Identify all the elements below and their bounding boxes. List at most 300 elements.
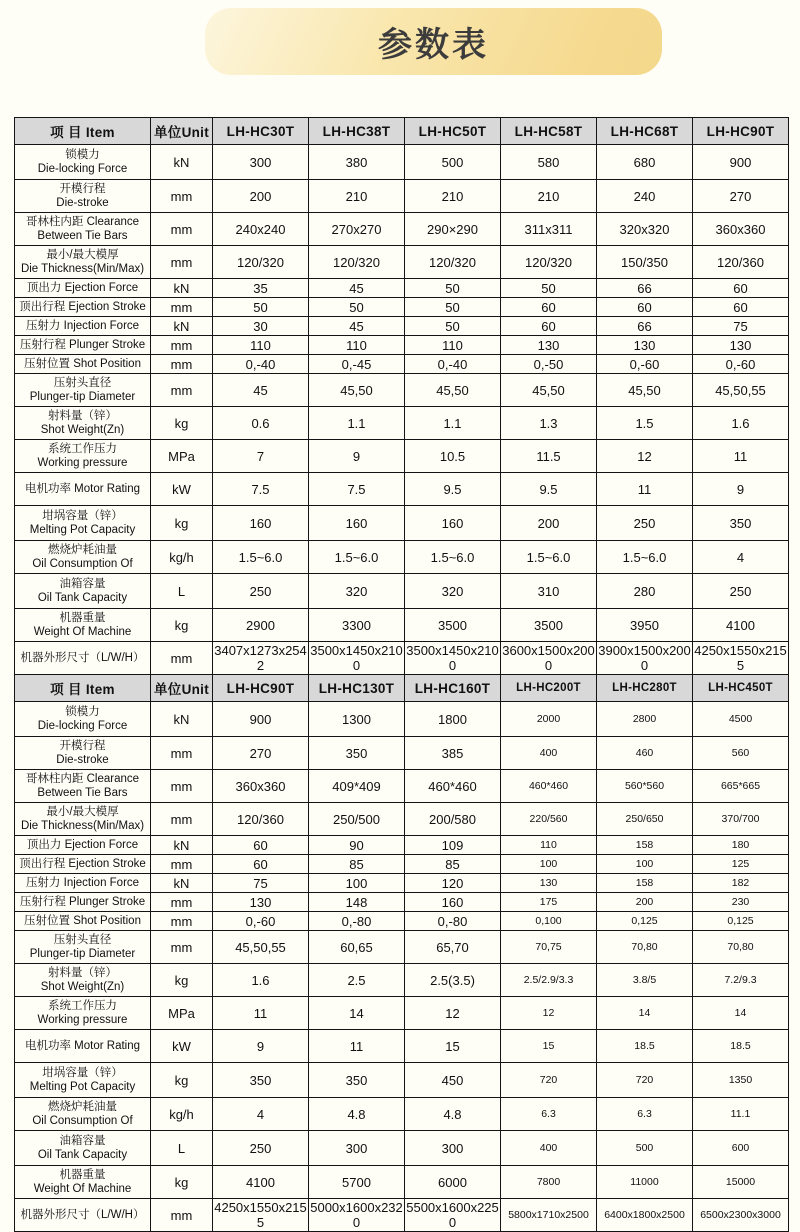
row-label-cell: 压射头直径 Plunger-tip Diameter [15, 374, 151, 407]
table-row [15, 541, 789, 574]
value-cell: 60 [501, 317, 597, 336]
value-cell: 720 [597, 1063, 693, 1098]
row-label-cell: 压射力 Injection Force [15, 874, 151, 893]
row-unit-cell: mm [151, 912, 213, 931]
value-cell: 11 [597, 473, 693, 506]
value-cell: 1.6 [693, 407, 789, 440]
row-unit-cell: mm [151, 770, 213, 803]
value-cell: 350 [213, 1063, 309, 1098]
row-label-cell: 机器重量 Weight Of Machine [15, 609, 151, 642]
value-cell: 200 [213, 180, 309, 213]
value-cell: 1.5 [597, 407, 693, 440]
value-cell: 7.5 [309, 473, 405, 506]
value-cell: 4250x1550x2155 [694, 643, 787, 673]
row-label-cell: 锁模力 Die-locking Force [15, 702, 151, 737]
row-label-cell: 燃烧炉耗油量 Oil Consumption Of [15, 1098, 151, 1131]
row-label-cell: 顶出行程 Ejection Stroke [15, 298, 151, 317]
value-cell: 130 [501, 874, 597, 893]
value-cell: 200/580 [405, 803, 501, 836]
value-cell: 110 [501, 836, 597, 855]
value-cell: 175 [501, 893, 597, 912]
row-unit-cell: kW [151, 1030, 213, 1063]
value-cell: 0,125 [597, 912, 693, 931]
value-cell: 60 [213, 855, 309, 874]
value-cell: 1.1 [309, 407, 405, 440]
table-row [15, 642, 789, 675]
table-row [15, 440, 789, 473]
table-row [15, 374, 789, 407]
value-cell: 130 [501, 336, 597, 355]
value-cell: 60 [693, 298, 789, 317]
value-cell: 1.5~6.0 [501, 541, 597, 574]
row-label-cell: 最小/最大模厚 Die Thickness(Min/Max) [15, 803, 151, 836]
table-row [15, 1030, 789, 1063]
value-cell: 210 [309, 180, 405, 213]
value-cell: 290×290 [405, 213, 501, 246]
value-cell: 0,-50 [501, 355, 597, 374]
value-cell: 120/320 [501, 246, 597, 279]
value-cell: 220/560 [501, 803, 597, 836]
value-cell: 160 [405, 506, 501, 541]
table-row [15, 336, 789, 355]
model-header-cell: LH-HC38T [309, 118, 405, 145]
value-cell: 310 [501, 574, 597, 609]
value-cell: 240x240 [213, 213, 309, 246]
value-cell: 0,-60 [693, 355, 789, 374]
value-cell: 120/360 [693, 246, 789, 279]
value-cell: 100 [309, 874, 405, 893]
value-cell: 160 [405, 893, 501, 912]
value-cell: 5500x1600x2250 [406, 1200, 499, 1230]
row-label-cell: 压射力 Injection Force [15, 317, 151, 336]
value-cell: 0,-80 [405, 912, 501, 931]
value-cell: 409*409 [309, 770, 405, 803]
row-label-cell: 射料量（锌） Shot Weight(Zn) [15, 407, 151, 440]
value-cell: 0.6 [213, 407, 309, 440]
value-cell: 109 [405, 836, 501, 855]
model-header-cell: LH-HC30T [213, 118, 309, 145]
value-cell: 182 [693, 874, 789, 893]
row-label-cell: 压射头直径 Plunger-tip Diameter [15, 931, 151, 964]
row-unit-cell: kN [151, 317, 213, 336]
value-cell: 4100 [693, 609, 789, 642]
value-cell: 45 [309, 317, 405, 336]
value-cell: 900 [693, 145, 789, 180]
value-cell: 270x270 [309, 213, 405, 246]
row-label-cell: 压射位置 Shot Position [15, 355, 151, 374]
row-label-cell: 机器外形尺寸（L/W/H） [15, 642, 151, 675]
value-cell: 11 [213, 997, 309, 1030]
value-cell: 3600x1500x2000 [502, 643, 595, 673]
row-label-cell: 压射位置 Shot Position [15, 912, 151, 931]
table-row [15, 213, 789, 246]
value-cell: 250/650 [597, 803, 693, 836]
table-row [15, 317, 789, 336]
spec-table [14, 117, 789, 1232]
table-row [15, 355, 789, 374]
row-unit-cell: mm [151, 336, 213, 355]
value-cell: 14 [309, 997, 405, 1030]
row-label-cell: 哥林柱内距 Clearance Between Tie Bars [15, 770, 151, 803]
row-unit-cell: mm [151, 642, 213, 675]
value-cell: 580 [501, 145, 597, 180]
value-cell: 385 [405, 737, 501, 770]
value-cell: 66 [597, 279, 693, 298]
value-cell: 500 [405, 145, 501, 180]
value-cell: 230 [693, 893, 789, 912]
title-banner [205, 8, 662, 75]
row-unit-cell: mm [151, 803, 213, 836]
row-label-cell: 机器重量 Weight Of Machine [15, 1166, 151, 1199]
value-cell: 45,50,55 [213, 931, 309, 964]
value-cell: 60 [597, 298, 693, 317]
value-cell: 5800x1710x2500 [501, 1199, 597, 1232]
value-cell: 120/360 [213, 803, 309, 836]
value-cell: 35 [213, 279, 309, 298]
value-cell: 15 [501, 1030, 597, 1063]
value-cell: 4 [693, 541, 789, 574]
item-header-cell: 项 目 Item [15, 675, 151, 702]
row-label-cell: 哥林柱内距 Clearance Between Tie Bars [15, 213, 151, 246]
value-cell: 2900 [213, 609, 309, 642]
section-2-header-row [15, 675, 789, 702]
value-cell: 130 [693, 336, 789, 355]
row-unit-cell: kg [151, 609, 213, 642]
value-cell: 1.1 [405, 407, 501, 440]
value-cell: 1800 [405, 702, 501, 737]
row-unit-cell: kg/h [151, 541, 213, 574]
value-cell: 200 [597, 893, 693, 912]
value-cell: 7800 [501, 1166, 597, 1199]
table-row [15, 836, 789, 855]
section-1-header-row [15, 118, 789, 145]
value-cell: 45,50,55 [693, 374, 789, 407]
value-cell: 50 [405, 298, 501, 317]
row-unit-cell: kg [151, 506, 213, 541]
value-cell: 45,50 [597, 374, 693, 407]
value-cell: 2000 [501, 702, 597, 737]
value-cell: 250/500 [309, 803, 405, 836]
value-cell: 1.5~6.0 [213, 541, 309, 574]
value-cell: 7 [213, 440, 309, 473]
value-cell: 158 [597, 874, 693, 893]
row-label-cell: 顶出力 Ejection Force [15, 836, 151, 855]
value-cell: 680 [597, 145, 693, 180]
value-cell: 50 [405, 279, 501, 298]
value-cell: 7.5 [213, 473, 309, 506]
table-row [15, 1063, 789, 1098]
value-cell: 60,65 [309, 931, 405, 964]
unit-header-cell: 单位Unit [151, 118, 213, 145]
value-cell: 150/350 [597, 246, 693, 279]
model-header-cell: LH-HC200T [501, 675, 597, 702]
row-unit-cell: kg/h [151, 1098, 213, 1131]
row-label-cell: 锁模力 Die-locking Force [15, 145, 151, 180]
value-cell: 3.8/5 [597, 964, 693, 997]
value-cell: 4.8 [309, 1098, 405, 1131]
row-unit-cell: kN [151, 836, 213, 855]
value-cell: 6.3 [597, 1098, 693, 1131]
row-unit-cell: mm [151, 737, 213, 770]
value-cell: 350 [309, 1063, 405, 1098]
row-label-cell: 顶出力 Ejection Force [15, 279, 151, 298]
value-cell: 1350 [693, 1063, 789, 1098]
value-cell: 60 [693, 279, 789, 298]
value-cell: 120/320 [213, 246, 309, 279]
value-cell: 60 [213, 836, 309, 855]
value-cell: 400 [501, 1131, 597, 1166]
row-label-cell: 机器外形尺寸（L/W/H） [15, 1199, 151, 1232]
value-cell: 360x360 [693, 213, 789, 246]
table-row [15, 407, 789, 440]
value-cell: 560 [693, 737, 789, 770]
row-label-cell: 压射行程 Plunger Stroke [15, 893, 151, 912]
model-header-cell: LH-HC90T [213, 675, 309, 702]
value-cell: 380 [309, 145, 405, 180]
value-cell: 350 [309, 737, 405, 770]
value-cell: 180 [693, 836, 789, 855]
value-cell: 6500x2300x3000 [693, 1199, 789, 1232]
value-cell: 3950 [597, 609, 693, 642]
value-cell: 4.8 [405, 1098, 501, 1131]
value-cell: 11.5 [501, 440, 597, 473]
table-row [15, 145, 789, 180]
value-cell: 12 [501, 997, 597, 1030]
value-cell: 720 [501, 1063, 597, 1098]
value-cell: 120/320 [405, 246, 501, 279]
value-cell: 600 [693, 1131, 789, 1166]
row-label-cell: 系统工作压力 Working pressure [15, 440, 151, 473]
value-cell: 4 [213, 1098, 309, 1131]
row-label-cell: 油箱容量 Oil Tank Capacity [15, 574, 151, 609]
value-cell: 5700 [309, 1166, 405, 1199]
row-unit-cell: mm [151, 213, 213, 246]
row-unit-cell: MPa [151, 997, 213, 1030]
model-header-cell: LH-HC130T [309, 675, 405, 702]
value-cell: 210 [501, 180, 597, 213]
value-cell: 2.5/2.9/3.3 [501, 964, 597, 997]
value-cell: 320 [309, 574, 405, 609]
row-unit-cell: kg [151, 407, 213, 440]
value-cell: 0,-40 [213, 355, 309, 374]
value-cell: 1.5~6.0 [597, 541, 693, 574]
value-cell: 100 [501, 855, 597, 874]
row-unit-cell: kN [151, 874, 213, 893]
value-cell: 250 [213, 1131, 309, 1166]
value-cell: 450 [405, 1063, 501, 1098]
table-row [15, 803, 789, 836]
value-cell: 110 [405, 336, 501, 355]
value-cell: 0,125 [693, 912, 789, 931]
value-cell: 9.5 [501, 473, 597, 506]
row-unit-cell: mm [151, 931, 213, 964]
row-label-cell: 坩埚容量（锌） Melting Pot Capacity [15, 1063, 151, 1098]
value-cell: 3500 [501, 609, 597, 642]
table-row [15, 180, 789, 213]
value-cell: 6.3 [501, 1098, 597, 1131]
value-cell: 66 [597, 317, 693, 336]
value-cell: 160 [309, 506, 405, 541]
row-label-cell: 射料量（锌） Shot Weight(Zn) [15, 964, 151, 997]
row-unit-cell: mm [151, 893, 213, 912]
row-label-cell: 油箱容量 Oil Tank Capacity [15, 1131, 151, 1166]
table-row [15, 1098, 789, 1131]
value-cell: 0,-60 [213, 912, 309, 931]
model-header-cell: LH-HC90T [693, 118, 789, 145]
model-header-cell: LH-HC280T [597, 675, 693, 702]
value-cell: 500 [597, 1131, 693, 1166]
value-cell: 3300 [309, 609, 405, 642]
value-cell: 130 [597, 336, 693, 355]
value-cell: 30 [213, 317, 309, 336]
value-cell: 320 [405, 574, 501, 609]
value-cell: 11.1 [693, 1098, 789, 1131]
value-cell: 3500x1450x2100 [406, 643, 499, 673]
value-cell: 0,-60 [597, 355, 693, 374]
value-cell: 300 [405, 1131, 501, 1166]
table-row [15, 912, 789, 931]
row-unit-cell: MPa [151, 440, 213, 473]
value-cell: 70,80 [693, 931, 789, 964]
table-row [15, 473, 789, 506]
table-row [15, 1131, 789, 1166]
value-cell: 9 [693, 473, 789, 506]
row-unit-cell: kN [151, 702, 213, 737]
row-unit-cell: mm [151, 180, 213, 213]
value-cell: 75 [693, 317, 789, 336]
row-label-cell: 电机功率 Motor Rating [15, 1030, 151, 1063]
value-cell: 210 [405, 180, 501, 213]
row-label-cell: 系统工作压力 Working pressure [15, 997, 151, 1030]
value-cell: 18.5 [693, 1030, 789, 1063]
value-cell: 250 [693, 574, 789, 609]
value-cell: 3900x1500x2000 [598, 643, 691, 673]
value-cell: 560*560 [597, 770, 693, 803]
value-cell: 0,100 [501, 912, 597, 931]
model-header-cell: LH-HC58T [501, 118, 597, 145]
value-cell: 50 [309, 298, 405, 317]
table-row [15, 855, 789, 874]
value-cell: 85 [309, 855, 405, 874]
value-cell: 1.5~6.0 [309, 541, 405, 574]
value-cell: 45,50 [501, 374, 597, 407]
row-unit-cell: L [151, 574, 213, 609]
value-cell: 460*460 [501, 770, 597, 803]
value-cell: 300 [213, 145, 309, 180]
value-cell: 300 [309, 1131, 405, 1166]
value-cell: 4250x1550x2155 [214, 1200, 307, 1230]
value-cell: 75 [213, 874, 309, 893]
value-cell: 110 [213, 336, 309, 355]
model-header-cell: LH-HC450T [693, 675, 789, 702]
table-row [15, 737, 789, 770]
row-label-cell: 压射行程 Plunger Stroke [15, 336, 151, 355]
value-cell: 200 [501, 506, 597, 541]
value-cell: 14 [597, 997, 693, 1030]
value-cell: 280 [597, 574, 693, 609]
value-cell: 1300 [309, 702, 405, 737]
page-title: 参数表 [378, 26, 489, 64]
table-row [15, 279, 789, 298]
value-cell: 400 [501, 737, 597, 770]
value-cell: 11 [693, 440, 789, 473]
unit-header-cell: 单位Unit [151, 675, 213, 702]
row-unit-cell: mm [151, 1199, 213, 1232]
row-unit-cell: kN [151, 279, 213, 298]
row-label-cell: 开模行程 Die-stroke [15, 180, 151, 213]
table-row [15, 874, 789, 893]
value-cell: 460*460 [405, 770, 501, 803]
value-cell: 70,80 [597, 931, 693, 964]
value-cell: 65,70 [405, 931, 501, 964]
table-row [15, 770, 789, 803]
value-cell: 2.5 [309, 964, 405, 997]
row-unit-cell: kg [151, 1063, 213, 1098]
row-unit-cell: mm [151, 298, 213, 317]
row-label-cell: 电机功率 Motor Rating [15, 473, 151, 506]
value-cell: 11000 [597, 1166, 693, 1199]
row-unit-cell: L [151, 1131, 213, 1166]
table-row [15, 931, 789, 964]
value-cell: 350 [693, 506, 789, 541]
value-cell: 1.5~6.0 [405, 541, 501, 574]
value-cell: 7.2/9.3 [693, 964, 789, 997]
value-cell: 0,-80 [309, 912, 405, 931]
value-cell: 270 [693, 180, 789, 213]
value-cell: 9 [309, 440, 405, 473]
value-cell: 460 [597, 737, 693, 770]
value-cell: 0,-45 [309, 355, 405, 374]
value-cell: 9.5 [405, 473, 501, 506]
value-cell: 5000x1600x2320 [310, 1200, 403, 1230]
value-cell: 4500 [693, 702, 789, 737]
value-cell: 900 [213, 702, 309, 737]
value-cell: 1.6 [213, 964, 309, 997]
value-cell: 1.3 [501, 407, 597, 440]
value-cell: 125 [693, 855, 789, 874]
model-header-cell: LH-HC50T [405, 118, 501, 145]
value-cell: 85 [405, 855, 501, 874]
value-cell: 10.5 [405, 440, 501, 473]
value-cell: 665*665 [693, 770, 789, 803]
value-cell: 110 [309, 336, 405, 355]
value-cell: 18.5 [597, 1030, 693, 1063]
table-row [15, 997, 789, 1030]
table-row [15, 702, 789, 737]
value-cell: 320x320 [597, 213, 693, 246]
row-label-cell: 最小/最大模厚 Die Thickness(Min/Max) [15, 246, 151, 279]
value-cell: 158 [597, 836, 693, 855]
value-cell: 3500 [405, 609, 501, 642]
row-label-cell: 燃烧炉耗油量 Oil Consumption Of [15, 541, 151, 574]
value-cell: 50 [213, 298, 309, 317]
value-cell: 6000 [405, 1166, 501, 1199]
table-row [15, 1166, 789, 1199]
value-cell: 9 [213, 1030, 309, 1063]
value-cell: 15 [405, 1030, 501, 1063]
value-cell: 250 [597, 506, 693, 541]
value-cell: 45,50 [309, 374, 405, 407]
value-cell: 2.5(3.5) [405, 964, 501, 997]
value-cell: 14 [693, 997, 789, 1030]
value-cell: 3500x1450x2100 [310, 643, 403, 673]
table-row [15, 893, 789, 912]
value-cell: 3407x1273x2542 [214, 643, 307, 673]
row-unit-cell: mm [151, 855, 213, 874]
table-row [15, 506, 789, 541]
value-cell: 120 [405, 874, 501, 893]
model-header-cell: LH-HC68T [597, 118, 693, 145]
